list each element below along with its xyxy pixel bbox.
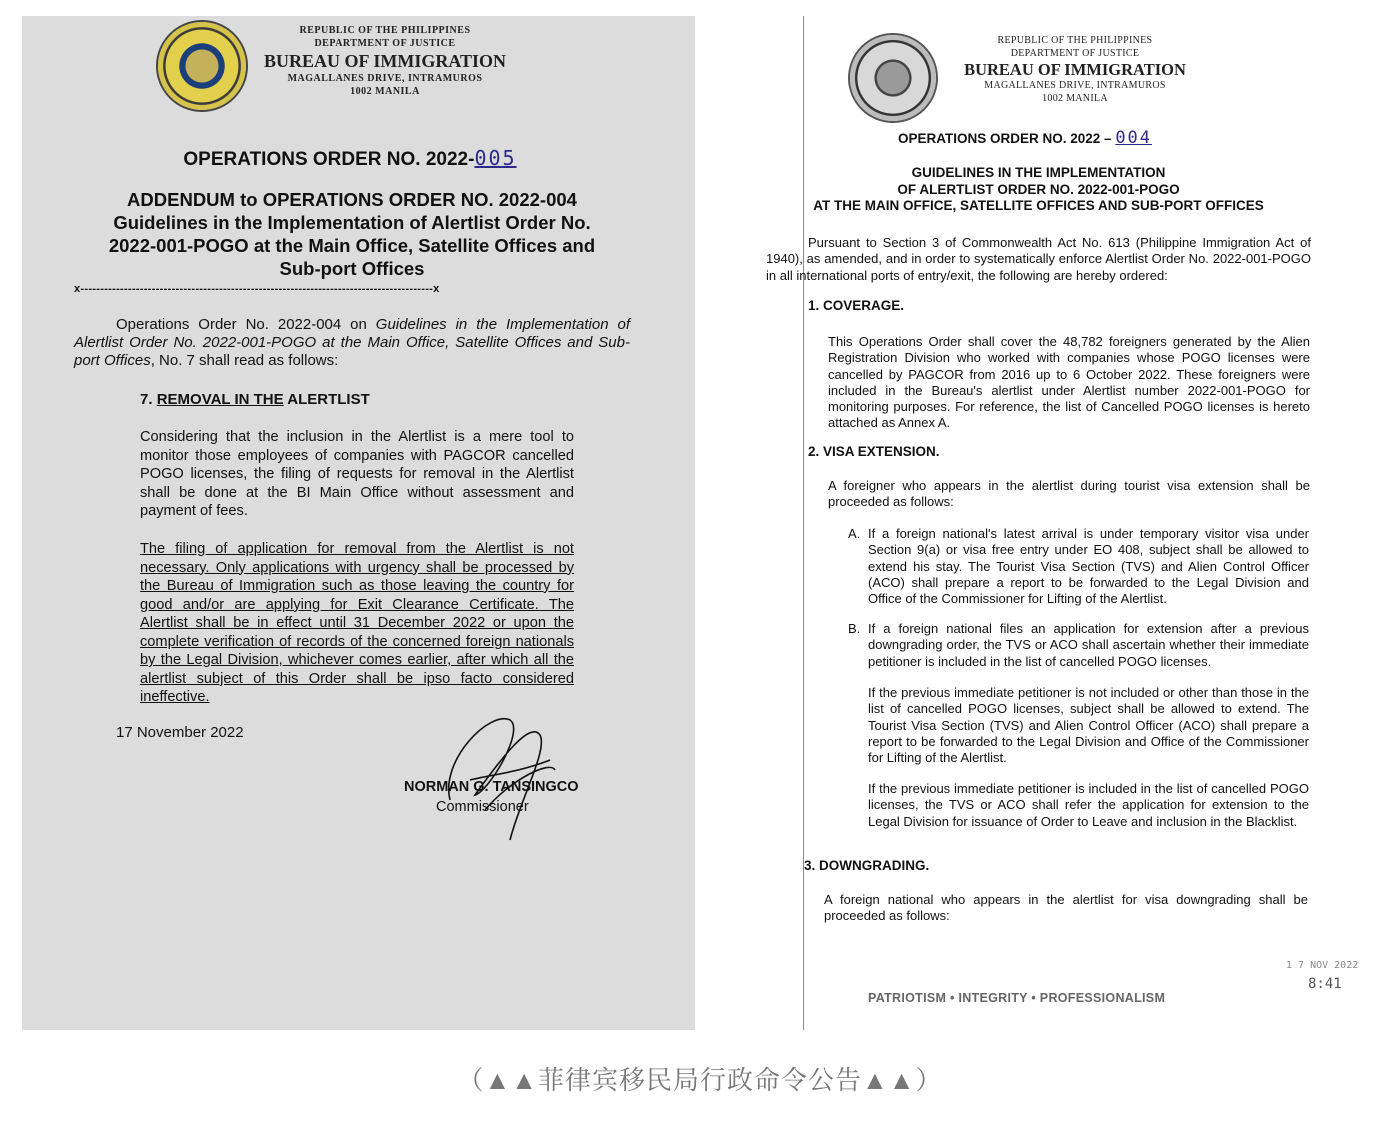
left-addendum-line: ADDENDUM to OPERATIONS ORDER NO. 2022-004 — [127, 189, 577, 210]
left-addendum-line: 2022-001-POGO at the Main Office, Satellite Offices and — [108, 235, 596, 256]
item-a-body: If a foreign national's latest arrival is under temporary visitor visa under Section 9(a) or visa free entry under EO 408, subject shall be allowed to extend his stay. The Tourist Visa Section (TVS) and Alien Control Officer (ACO) shall prepare a report to be forwarded to the Legal Division and Office of the Commissioner for Lifting of the Alertlist. — [868, 526, 1309, 607]
left-intro-paragraph — [74, 316, 630, 370]
right-guidelines-title — [786, 165, 1291, 215]
left-order-title — [0, 146, 700, 171]
image-caption: （▲▲菲律宾移民局行政命令公告▲▲） — [457, 1065, 943, 1095]
item-a-label: A. — [848, 526, 861, 541]
item-b-label: B. — [848, 621, 861, 636]
item-b-body: If a foreign national files an application for extension after a previous downgrading order, the TVS or ACO shall ascertain whether their immediate petitioner is included in the list of cancelled POGO licenses. — [868, 621, 1309, 669]
left-intro-end: , No. 7 shall read as follows: — [150, 352, 339, 369]
handwritten-signature — [430, 700, 570, 850]
section-3-body: A foreign national who appears in the alertlist for visa downgrading shall be proceeded as follows: — [824, 892, 1308, 924]
left-section-rest: ALERTLIST — [283, 391, 370, 408]
right-header-department: DEPARTMENT OF JUSTICE — [1010, 47, 1140, 59]
bureau-seal-left — [158, 22, 246, 110]
right-footer-motto: PATRIOTISM • INTEGRITY • PROFESSIONALISM — [868, 991, 1166, 1005]
bureau-seal-right — [850, 35, 936, 121]
left-intro-italic: Guidelines in the Implementation of Alertlist Order No. 2022-001-POGO at the Main Office, Satellite Offices and Sub-port Offices — [74, 316, 630, 369]
left-addendum-line: Sub-port Offices — [279, 258, 425, 279]
item-b-paragraph-3: If the previous immediate petitioner is included in the list of cancelled POGO licenses, the TVS or ACO shall refer the application for extension to the Legal Division for issuance of Order to Leave and inclusion in the Blacklist. — [868, 781, 1309, 829]
left-header-city: 1002 MANILA — [350, 86, 420, 97]
right-guidelines-line: AT THE MAIN OFFICE, SATELLITE OFFICES AND SUB-PORT OFFICES — [813, 198, 1264, 213]
left-separator-line: x-----------------------------------------------------------------------------------------x — [74, 283, 440, 295]
left-section-underlined: REMOVAL IN THE — [156, 391, 284, 408]
section-1-body: This Operations Order shall cover the 48,782 foreigners generated by the Alien Registration Division who worked with companies whose POGO licenses were cancelled by PAGCOR from 2016 up to 6 October 2022. These foreigners were included in the Bureau's alertlist under Alertlist number 2022-001-POGO for monitoring purposes. For reference, the list of Cancelled POGO licenses is hereto attached as Annex A. — [828, 334, 1310, 431]
right-header-bureau: BUREAU OF IMMIGRATION — [964, 60, 1186, 79]
left-signer-title: Commissioner — [436, 799, 529, 815]
left-header-address: MAGALLANES DRIVE, INTRAMUROS — [287, 73, 483, 84]
left-header-department: DEPARTMENT OF JUSTICE — [314, 38, 456, 49]
section-2-body: A foreigner who appears in the alertlist during tourist visa extension shall be proceeded as follows: — [828, 478, 1310, 510]
received-stamp-date: 1 7 NOV 2022 — [1286, 960, 1359, 971]
right-order-number: 004 — [1115, 128, 1153, 148]
left-section-7-heading — [140, 391, 370, 408]
right-order-title — [898, 128, 1152, 148]
section-3-heading: 3. DOWNGRADING. — [804, 858, 930, 873]
right-guidelines-line: GUIDELINES IN THE IMPLEMENTATION — [911, 165, 1166, 180]
left-letterhead — [250, 24, 520, 98]
right-letterhead — [940, 35, 1210, 105]
left-signer-name: NORMAN G. TANSINGCO — [404, 779, 579, 795]
left-order-number: 005 — [474, 146, 517, 170]
left-date: 17 November 2022 — [116, 724, 244, 741]
left-header-bureau: BUREAU OF IMMIGRATION — [264, 51, 506, 71]
right-order-title-prefix: OPERATIONS ORDER NO. 2022 – — [898, 131, 1116, 146]
left-paragraph-1: Considering that the inclusion in the Alertlist is a mere tool to monitor those employees of companies with PAGCOR cancelled POGO licenses, the filing of requests for removal in the Alertlist shall be done at the BI Main Office without assessment and payment of fees. — [140, 429, 574, 519]
left-order-title-prefix: OPERATIONS ORDER NO. 2022- — [183, 149, 475, 170]
left-section-number: 7. — [140, 391, 157, 408]
section-2-heading: 2. VISA EXTENSION. — [808, 444, 940, 459]
right-intro-paragraph: Pursuant to Section 3 of Commonwealth Act No. 613 (Philippine Immigration Act of 1940), as amended, and in order to systematically enforce Alertlist Order No. 2022-001-POGO in all international ports of entry/exit, the following are hereby ordered: — [766, 235, 1311, 283]
right-header-city: 1002 MANILA — [1042, 92, 1108, 104]
left-addendum-title — [72, 188, 632, 280]
received-stamp-time: 8:41 — [1308, 976, 1342, 992]
left-paragraph-2: The filing of application for removal from the Alertlist is not necessary. Only applications with urgency shall be processed by the Bureau of Immigration such as those leaving the country for good and/or are applying for Exit Clearance Certificate. The Alertlist shall be in effect until 31 December 2022 or upon the complete verification of records of the concerned foreign nationals by the Legal Division, whichever comes earlier, after which all the alertlist subject of this Order shall be ipso facto considered ineffective. — [140, 541, 574, 705]
right-guidelines-line: OF ALERTLIST ORDER NO. 2022-001-POGO — [897, 181, 1180, 197]
left-addendum-line: Guidelines in the Implementation of Alertlist Order No. — [113, 212, 591, 233]
right-header-address: MAGALLANES DRIVE, INTRAMUROS — [984, 80, 1166, 91]
item-b-paragraph-2: If the previous immediate petitioner is not included or other than those in the list of cancelled POGO licenses, subject shall be allowed to extend. The Tourist Visa Section (TVS) and Alien Control Officer (ACO) shall prepare a report to be forwarded to the Legal Division and Office of the Commissioner for Lifting of the Alertlist. — [868, 685, 1309, 766]
left-header-republic: REPUBLIC OF THE PHILIPPINES — [299, 25, 471, 36]
left-intro-start: Operations Order No. 2022-004 on — [116, 316, 376, 333]
section-1-heading: 1. COVERAGE. — [808, 298, 905, 313]
right-header-republic: REPUBLIC OF THE PHILIPPINES — [997, 35, 1153, 46]
